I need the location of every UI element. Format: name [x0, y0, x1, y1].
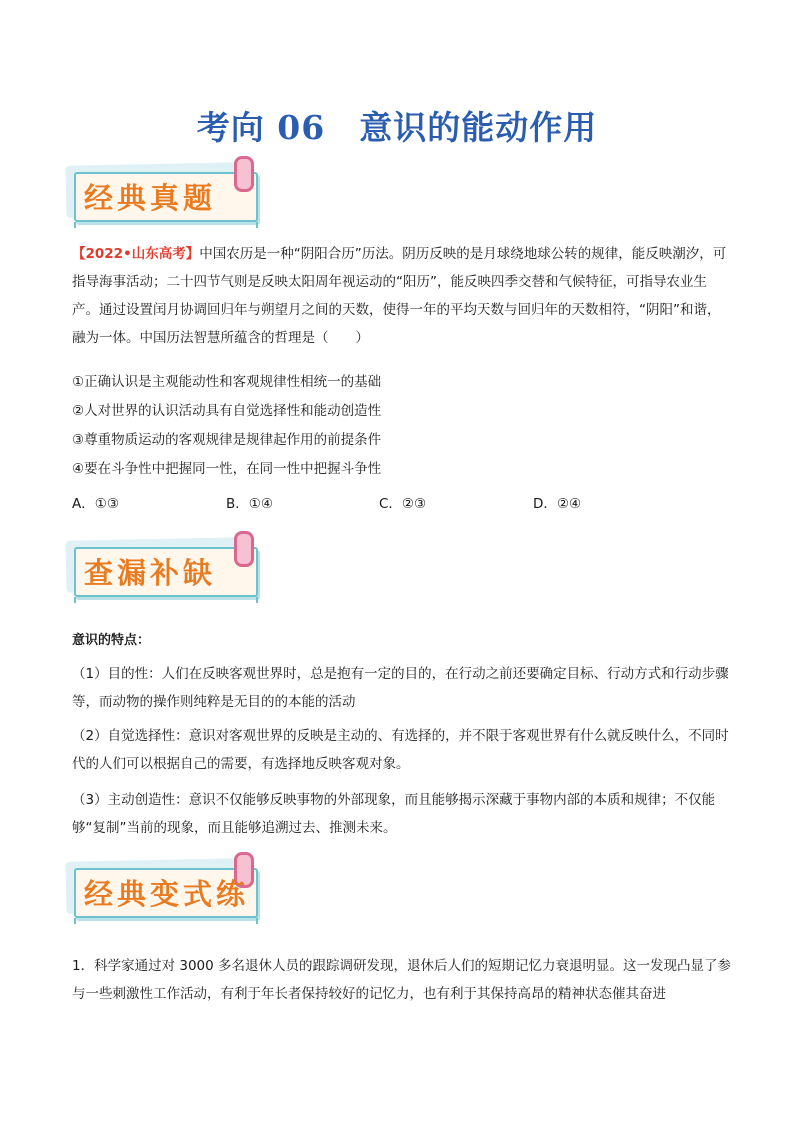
option-b: B．①④: [226, 496, 273, 512]
review-point: （2）自觉选择性：意识对客观世界的反映是主动的、有选择的，并不限于客观世界有什么就反映什么，不同时代的人们可以根据自己的需要，有选择地反映客观对象。: [72, 728, 729, 772]
section-badge-review: [70, 545, 260, 597]
section-badge-practice: [70, 866, 260, 918]
option-c: C．②③: [379, 496, 427, 512]
question-stem: [72, 240, 732, 352]
question-item: ③尊重物质运动的客观规律是规律起作用的前提条件: [72, 432, 382, 448]
review-point: （3）主动创造性：意识不仅能够反映事物的外部现象，而且能够揭示深藏于事物内部的本质和规律；不仅能够“复制”当前的现象，而且能够追溯过去、推测未来。: [72, 792, 716, 836]
paperclip-icon: [234, 156, 254, 192]
section-badge-classic-questions: [70, 170, 260, 222]
page-title: 考向 06 意识的能动作用: [196, 108, 598, 147]
option-a: A．①③: [72, 496, 119, 512]
section-title: 查漏补缺: [84, 556, 217, 590]
question-source: 【2022•山东高考】: [72, 246, 200, 262]
option-d: D．②④: [533, 496, 582, 512]
question-item: ④要在斗争性中把握同一性，在同一性中把握斗争性: [72, 461, 382, 477]
section-title: 经典真题: [84, 181, 217, 215]
review-point: （1）目的性：人们在反映客观世界时，总是抱有一定的目的，在行动之前还要确定目标、行动方式和行动步骤等，而动物的操作则纯粹是无目的的本能的活动: [72, 666, 729, 710]
paperclip-icon: [234, 531, 254, 567]
question-item: ②人对世界的认识活动具有自觉选择性和能动创造性: [72, 403, 382, 419]
question-text: 中国农历是一种“阴阳合历”历法。阴历反映的是月球绕地球公转的规律，能反映潮汐，可指导海事活动；二十四节气则是反映太阳周年视运动的“阳历”，能反映四季交替和气候特征，可指导农业生产。通过设置闰月协调回归年与朔望月之间的天数，使得一年的平均天数与回归年的天数相符，“阴阳”和谐，融为一体。中国历法智慧所蕴含的哲理是（ ）: [72, 246, 727, 346]
practice-question: 1．科学家通过对 3000 多名退休人员的跟踪调研发现，退休后人们的短期记忆力衰退明显。这一发现凸显了参与一些刺激性工作活动，有利于年长者保持较好的记忆力，也有利于其保持高昂的精神状态催其奋进: [72, 958, 732, 1002]
section-title: 经典变式练: [84, 877, 250, 911]
question-item: ①正确认识是主观能动性和客观规律性相统一的基础: [72, 374, 382, 390]
review-heading: 意识的特点：: [72, 633, 151, 648]
